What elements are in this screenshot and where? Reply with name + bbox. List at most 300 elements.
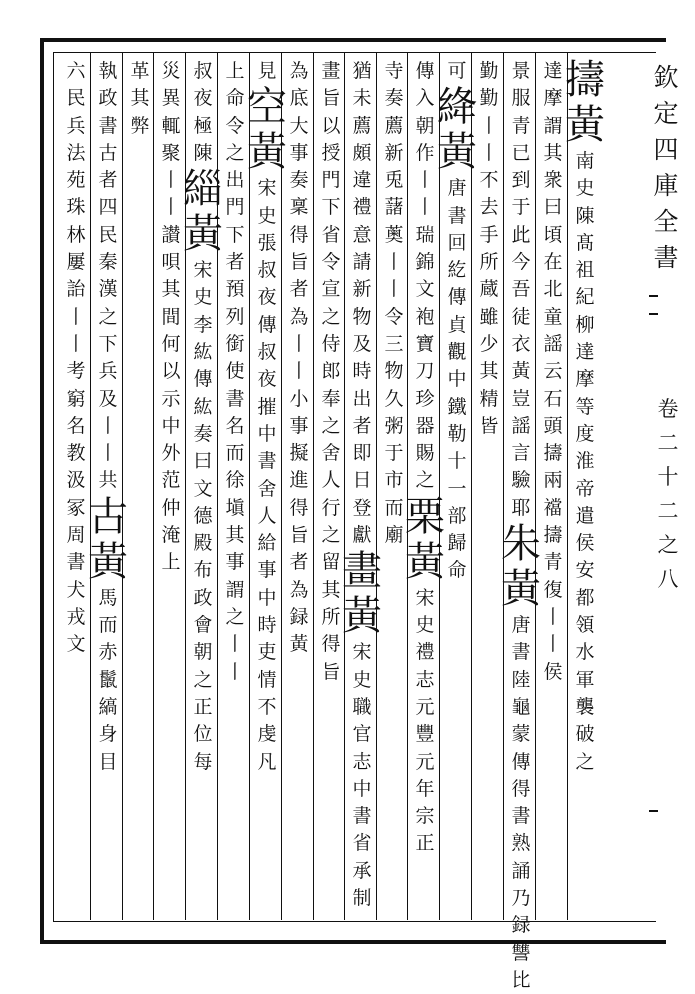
glyph: 勤 (479, 87, 499, 110)
glyph: 讐 (511, 941, 531, 964)
glyph: 者 (352, 414, 372, 437)
glyph: 貞 (447, 313, 467, 336)
glyph: 叔 (193, 60, 213, 82)
glyph: 精 (479, 387, 499, 410)
entry-text (66, 467, 85, 658)
glyph: 出 (225, 169, 245, 192)
text-column (55, 58, 97, 909)
glyph: 史 (415, 614, 435, 637)
glyph: 黃 (247, 129, 287, 176)
glyph: 度 (575, 422, 595, 445)
glyph: 廟 (384, 524, 404, 547)
glyph: 得 (321, 633, 341, 656)
glyph: 紀 (575, 286, 595, 309)
glyph: 其 (321, 578, 341, 601)
glyph: 襠 (543, 496, 563, 519)
glyph: 何 (161, 332, 181, 355)
glyph: 之 (575, 750, 595, 773)
glyph: 事 (225, 551, 245, 574)
glyph: 即 (352, 442, 372, 465)
glyph: 丨 (66, 305, 86, 328)
glyph: 水 (575, 641, 595, 664)
glyph: 頃 (543, 223, 563, 246)
glyph: 瑞 (415, 223, 435, 246)
glyph: 庫 (653, 171, 679, 200)
glyph: 黃 (183, 211, 223, 258)
glyph: 髙 (575, 231, 595, 254)
glyph: 二 (657, 431, 679, 455)
glyph: 事 (257, 559, 277, 582)
glyph: 比 (511, 968, 531, 991)
glyph: 曰 (193, 450, 213, 473)
glyph: 祖 (575, 259, 595, 282)
glyph: 德 (193, 504, 213, 527)
glyph: 朝 (193, 641, 213, 664)
glyph: 間 (161, 305, 181, 328)
glyph: 下 (225, 223, 245, 246)
glyph: 目 (98, 750, 118, 773)
glyph: 書 (66, 551, 86, 574)
glyph: 襲 (575, 695, 595, 718)
glyph: 此 (511, 223, 531, 246)
glyph: 宋 (352, 641, 372, 664)
glyph: 志 (415, 668, 435, 691)
glyph: 賜 (415, 442, 435, 465)
glyph: 人 (321, 469, 341, 492)
glyph: 兩 (543, 469, 563, 492)
glyph: 書 (511, 641, 531, 664)
glyph: 黃 (289, 633, 309, 656)
glyph: 屢 (66, 251, 86, 274)
glyph: 空 (247, 84, 287, 131)
glyph: 制 (352, 887, 372, 910)
glyph: 時 (257, 614, 277, 637)
glyph: 丨 (479, 114, 499, 137)
glyph: 事 (289, 141, 309, 164)
glyph: 考 (66, 360, 86, 383)
glyph: 傳 (511, 750, 531, 773)
glyph: 物 (384, 360, 404, 383)
glyph: 擬 (289, 442, 309, 465)
entry-text (511, 58, 530, 304)
glyph: 外 (161, 442, 181, 465)
glyph: 物 (352, 305, 372, 328)
glyph: 到 (511, 169, 531, 192)
glyph: 凡 (257, 750, 277, 773)
glyph: 夜 (257, 286, 277, 309)
glyph: 窮 (66, 387, 86, 410)
margin-volume-text (658, 392, 679, 596)
glyph: 蒙 (511, 723, 531, 746)
glyph: 底 (289, 87, 309, 110)
glyph: 頭 (543, 414, 563, 437)
glyph: 唐 (447, 177, 467, 200)
glyph: 其 (543, 141, 563, 164)
glyph: 紘 (193, 395, 213, 418)
glyph: 龜 (511, 695, 531, 718)
glyph: 絳 (437, 84, 477, 131)
glyph: 領 (575, 614, 595, 637)
glyph: 謡 (543, 332, 563, 355)
glyph: 史 (257, 204, 277, 227)
glyph: 景 (511, 60, 531, 82)
glyph: 禮 (415, 641, 435, 664)
glyph: 新 (352, 278, 372, 301)
glyph: 漢 (98, 278, 118, 301)
glyph: 仲 (161, 496, 181, 519)
glyph: 夜 (257, 368, 277, 391)
glyph: 以 (161, 360, 181, 383)
glyph: 寶 (415, 332, 435, 355)
glyph: 薁 (384, 223, 404, 246)
glyph: 塡 (225, 496, 245, 519)
glyph: 徐 (225, 469, 245, 492)
glyph: 而 (225, 442, 245, 465)
glyph: 其 (161, 278, 181, 301)
glyph: 舍 (321, 442, 341, 465)
glyph: 之 (657, 533, 679, 557)
glyph: 丨 (225, 660, 245, 683)
glyph: 紘 (193, 341, 213, 364)
glyph: 丨 (289, 360, 309, 383)
glyph: 擣 (565, 57, 605, 103)
glyph: 寺 (384, 60, 404, 82)
glyph: 馬 (98, 586, 118, 609)
glyph: 等 (575, 395, 595, 418)
entry-text (447, 58, 466, 85)
entry-text (352, 639, 371, 775)
glyph: 日 (352, 469, 372, 492)
glyph: 丨 (98, 442, 118, 465)
glyph: 二 (657, 499, 679, 523)
glyph: 謂 (543, 114, 563, 137)
glyph: 頗 (352, 141, 372, 164)
glyph: 乃 (511, 887, 531, 910)
glyph: 張 (257, 231, 277, 254)
glyph: 詒 (66, 278, 86, 301)
glyph: 之 (321, 414, 341, 437)
glyph: 久 (384, 387, 404, 410)
glyph: 鐵 (447, 395, 467, 418)
glyph: 唄 (161, 251, 181, 274)
glyph: 布 (193, 559, 213, 582)
glyph: 革 (130, 60, 150, 82)
glyph: 書 (98, 114, 118, 137)
glyph: 鬛 (98, 668, 118, 691)
glyph: 傳 (257, 313, 277, 336)
glyph: 弊 (130, 114, 150, 137)
glyph: 定 (653, 99, 679, 128)
glyph: 中 (257, 586, 277, 609)
glyph: 唐 (511, 614, 531, 637)
glyph: 三 (384, 332, 404, 355)
glyph: 時 (352, 360, 372, 383)
entry-text (543, 58, 562, 686)
glyph: 達 (575, 341, 595, 364)
glyph: 薦 (384, 114, 404, 137)
glyph: 禮 (352, 196, 372, 219)
entry-text (415, 721, 434, 857)
glyph: 人 (257, 504, 277, 527)
glyph: 見 (257, 60, 277, 82)
glyph: 赤 (98, 641, 118, 664)
glyph: 上 (161, 551, 181, 574)
glyph: 陳 (575, 204, 595, 227)
entry-text (447, 175, 466, 584)
glyph: 徒 (511, 305, 531, 328)
glyph: 宗 (415, 805, 435, 828)
glyph: 熟 (511, 832, 531, 855)
glyph: 大 (289, 114, 309, 137)
glyph: 都 (575, 586, 595, 609)
glyph: 奏 (193, 422, 213, 445)
glyph: 所 (321, 605, 341, 628)
glyph: 達 (543, 60, 563, 82)
glyph: 吏 (257, 641, 277, 664)
glyph: 舍 (257, 477, 277, 500)
entry-text (575, 148, 594, 339)
glyph: 殿 (193, 532, 213, 555)
glyph: 旨 (321, 87, 341, 110)
glyph: 粥 (384, 414, 404, 437)
glyph: 汲 (66, 469, 86, 492)
entry-text (575, 339, 594, 776)
glyph: 者 (289, 551, 309, 574)
glyph: 預 (225, 278, 245, 301)
glyph: 教 (66, 442, 86, 465)
glyph: 省 (352, 832, 372, 855)
margin-title (644, 60, 688, 276)
glyph: 帝 (575, 477, 595, 500)
glyph: 衣 (511, 332, 531, 355)
entry-text (289, 58, 308, 659)
glyph: 下 (98, 332, 118, 355)
glyph: 藷 (384, 196, 404, 219)
glyph: 誦 (511, 859, 531, 882)
glyph: 云 (543, 360, 563, 383)
glyph: 蔵 (479, 278, 499, 301)
entry-text (384, 58, 403, 549)
glyph: 兵 (98, 360, 118, 383)
entry-text (225, 58, 244, 686)
glyph: 而 (384, 496, 404, 519)
glyph: 叔 (257, 341, 277, 364)
glyph: 門 (225, 196, 245, 219)
entry-text (257, 58, 276, 85)
glyph: 其 (130, 87, 150, 110)
glyph: 請 (352, 251, 372, 274)
glyph: 讃 (161, 223, 181, 246)
glyph: 名 (66, 414, 86, 437)
glyph: 入 (415, 87, 435, 110)
glyph: 薦 (352, 114, 372, 137)
glyph: 文 (415, 278, 435, 301)
glyph: 書 (257, 450, 277, 473)
glyph: 書 (511, 805, 531, 828)
glyph: 秦 (98, 251, 118, 274)
glyph: 稟 (289, 196, 309, 219)
glyph: 之 (415, 469, 435, 492)
glyph: 八 (657, 567, 679, 591)
margin-volume (648, 392, 688, 596)
glyph: 珍 (415, 387, 435, 410)
glyph: 宋 (193, 259, 213, 282)
glyph: 謡 (511, 414, 531, 437)
glyph: 省 (321, 223, 341, 246)
glyph: 于 (511, 196, 531, 219)
glyph: 一 (447, 477, 467, 500)
glyph: 使 (225, 360, 245, 383)
entry-text (321, 58, 340, 686)
glyph: 丨 (161, 196, 181, 219)
glyph: 軍 (575, 668, 595, 691)
glyph: 黃 (342, 593, 382, 640)
glyph: 違 (352, 169, 372, 192)
glyph: 四 (653, 135, 679, 164)
glyph: 聚 (161, 141, 181, 164)
glyph: 已 (511, 141, 531, 164)
glyph: 為 (289, 578, 309, 601)
glyph: 童 (543, 305, 563, 328)
glyph: 民 (66, 87, 86, 110)
glyph: 侯 (543, 660, 563, 683)
glyph: 得 (289, 223, 309, 246)
entry-text (193, 257, 212, 776)
entry-text (257, 175, 276, 776)
glyph: 衆 (543, 169, 563, 192)
glyph: 之 (193, 668, 213, 691)
glyph: 文 (193, 477, 213, 500)
glyph: 承 (352, 859, 372, 882)
glyph: 上 (225, 60, 245, 82)
glyph: 驗 (511, 469, 531, 492)
glyph: 畫 (342, 548, 382, 595)
glyph: 中 (257, 422, 277, 445)
glyph: 元 (415, 695, 435, 718)
glyph: 其 (225, 524, 245, 547)
glyph: 新 (384, 141, 404, 164)
glyph: 袍 (415, 305, 435, 328)
glyph: 者 (289, 278, 309, 301)
glyph: 丨 (543, 633, 563, 656)
glyph: 官 (352, 723, 372, 746)
glyph: 古 (88, 493, 128, 540)
glyph: 所 (479, 251, 499, 274)
glyph: 得 (511, 777, 531, 800)
glyph: 畫 (321, 60, 341, 82)
glyph: 令 (321, 251, 341, 274)
glyph: 栗 (405, 493, 445, 540)
glyph: 令 (384, 305, 404, 328)
glyph: 奏 (384, 87, 404, 110)
glyph: 録 (289, 605, 309, 628)
glyph: 犬 (66, 578, 86, 601)
glyph: 意 (352, 223, 372, 246)
fish-tail-lower (649, 810, 658, 812)
glyph: 為 (289, 60, 309, 82)
glyph: 正 (415, 832, 435, 855)
glyph: 為 (289, 305, 309, 328)
entry-text (66, 58, 85, 467)
glyph: 觀 (447, 341, 467, 364)
glyph: 中 (352, 777, 372, 800)
glyph: 謂 (225, 578, 245, 601)
glyph: 縞 (98, 695, 118, 718)
glyph: 歸 (447, 532, 467, 555)
glyph: 陳 (193, 141, 213, 164)
glyph: 政 (98, 87, 118, 110)
glyph: 行 (321, 496, 341, 519)
glyph: 豐 (415, 723, 435, 746)
glyph: 書 (653, 243, 679, 272)
glyph: 擣 (543, 442, 563, 465)
entry-text (161, 58, 180, 577)
glyph: 不 (479, 169, 499, 192)
glyph: 執 (98, 60, 118, 82)
glyph: 淮 (575, 450, 595, 473)
glyph: 緇 (183, 166, 223, 213)
glyph: 南 (575, 150, 595, 172)
glyph: 兎 (384, 169, 404, 192)
glyph: 黃 (405, 538, 445, 585)
glyph: 政 (193, 586, 213, 609)
glyph: 夜 (193, 87, 213, 110)
glyph: 丨 (289, 332, 309, 355)
entry-text (415, 585, 434, 721)
glyph: 勒 (447, 422, 467, 445)
entry-text (511, 612, 530, 994)
glyph: 市 (384, 469, 404, 492)
glyph: 黃 (565, 102, 605, 148)
glyph: 丨 (415, 169, 435, 192)
glyph: 朝 (415, 114, 435, 137)
glyph: 丨 (384, 278, 404, 301)
glyph: 未 (352, 87, 372, 110)
glyph: 令 (225, 114, 245, 137)
glyph: 得 (289, 496, 309, 519)
glyph: 丨 (384, 251, 404, 274)
glyph: 文 (66, 633, 86, 656)
glyph: 門 (321, 169, 341, 192)
glyph: 青 (543, 551, 563, 574)
glyph: 十 (657, 465, 679, 489)
glyph: 之 (321, 305, 341, 328)
glyph: 書 (352, 805, 372, 828)
fish-tail-upper (649, 295, 658, 315)
glyph: 全 (653, 207, 679, 236)
glyph: 位 (193, 723, 213, 746)
entry-text (130, 58, 149, 140)
glyph: 旨 (289, 524, 309, 547)
glyph: 示 (161, 387, 181, 410)
glyph: 以 (321, 114, 341, 137)
entry-text (479, 58, 498, 440)
glyph: 作 (415, 141, 435, 164)
glyph: 宋 (415, 586, 435, 609)
entry-text (352, 776, 371, 912)
glyph: 每 (193, 750, 213, 773)
glyph: 傳 (447, 286, 467, 309)
glyph: 出 (352, 387, 372, 410)
glyph: 其 (479, 360, 499, 383)
glyph: 職 (352, 695, 372, 718)
glyph: 及 (98, 387, 118, 410)
glyph: 年 (415, 777, 435, 800)
glyph: 石 (543, 387, 563, 410)
glyph: 書 (225, 387, 245, 410)
glyph: 不 (257, 695, 277, 718)
glyph: 極 (193, 114, 213, 137)
